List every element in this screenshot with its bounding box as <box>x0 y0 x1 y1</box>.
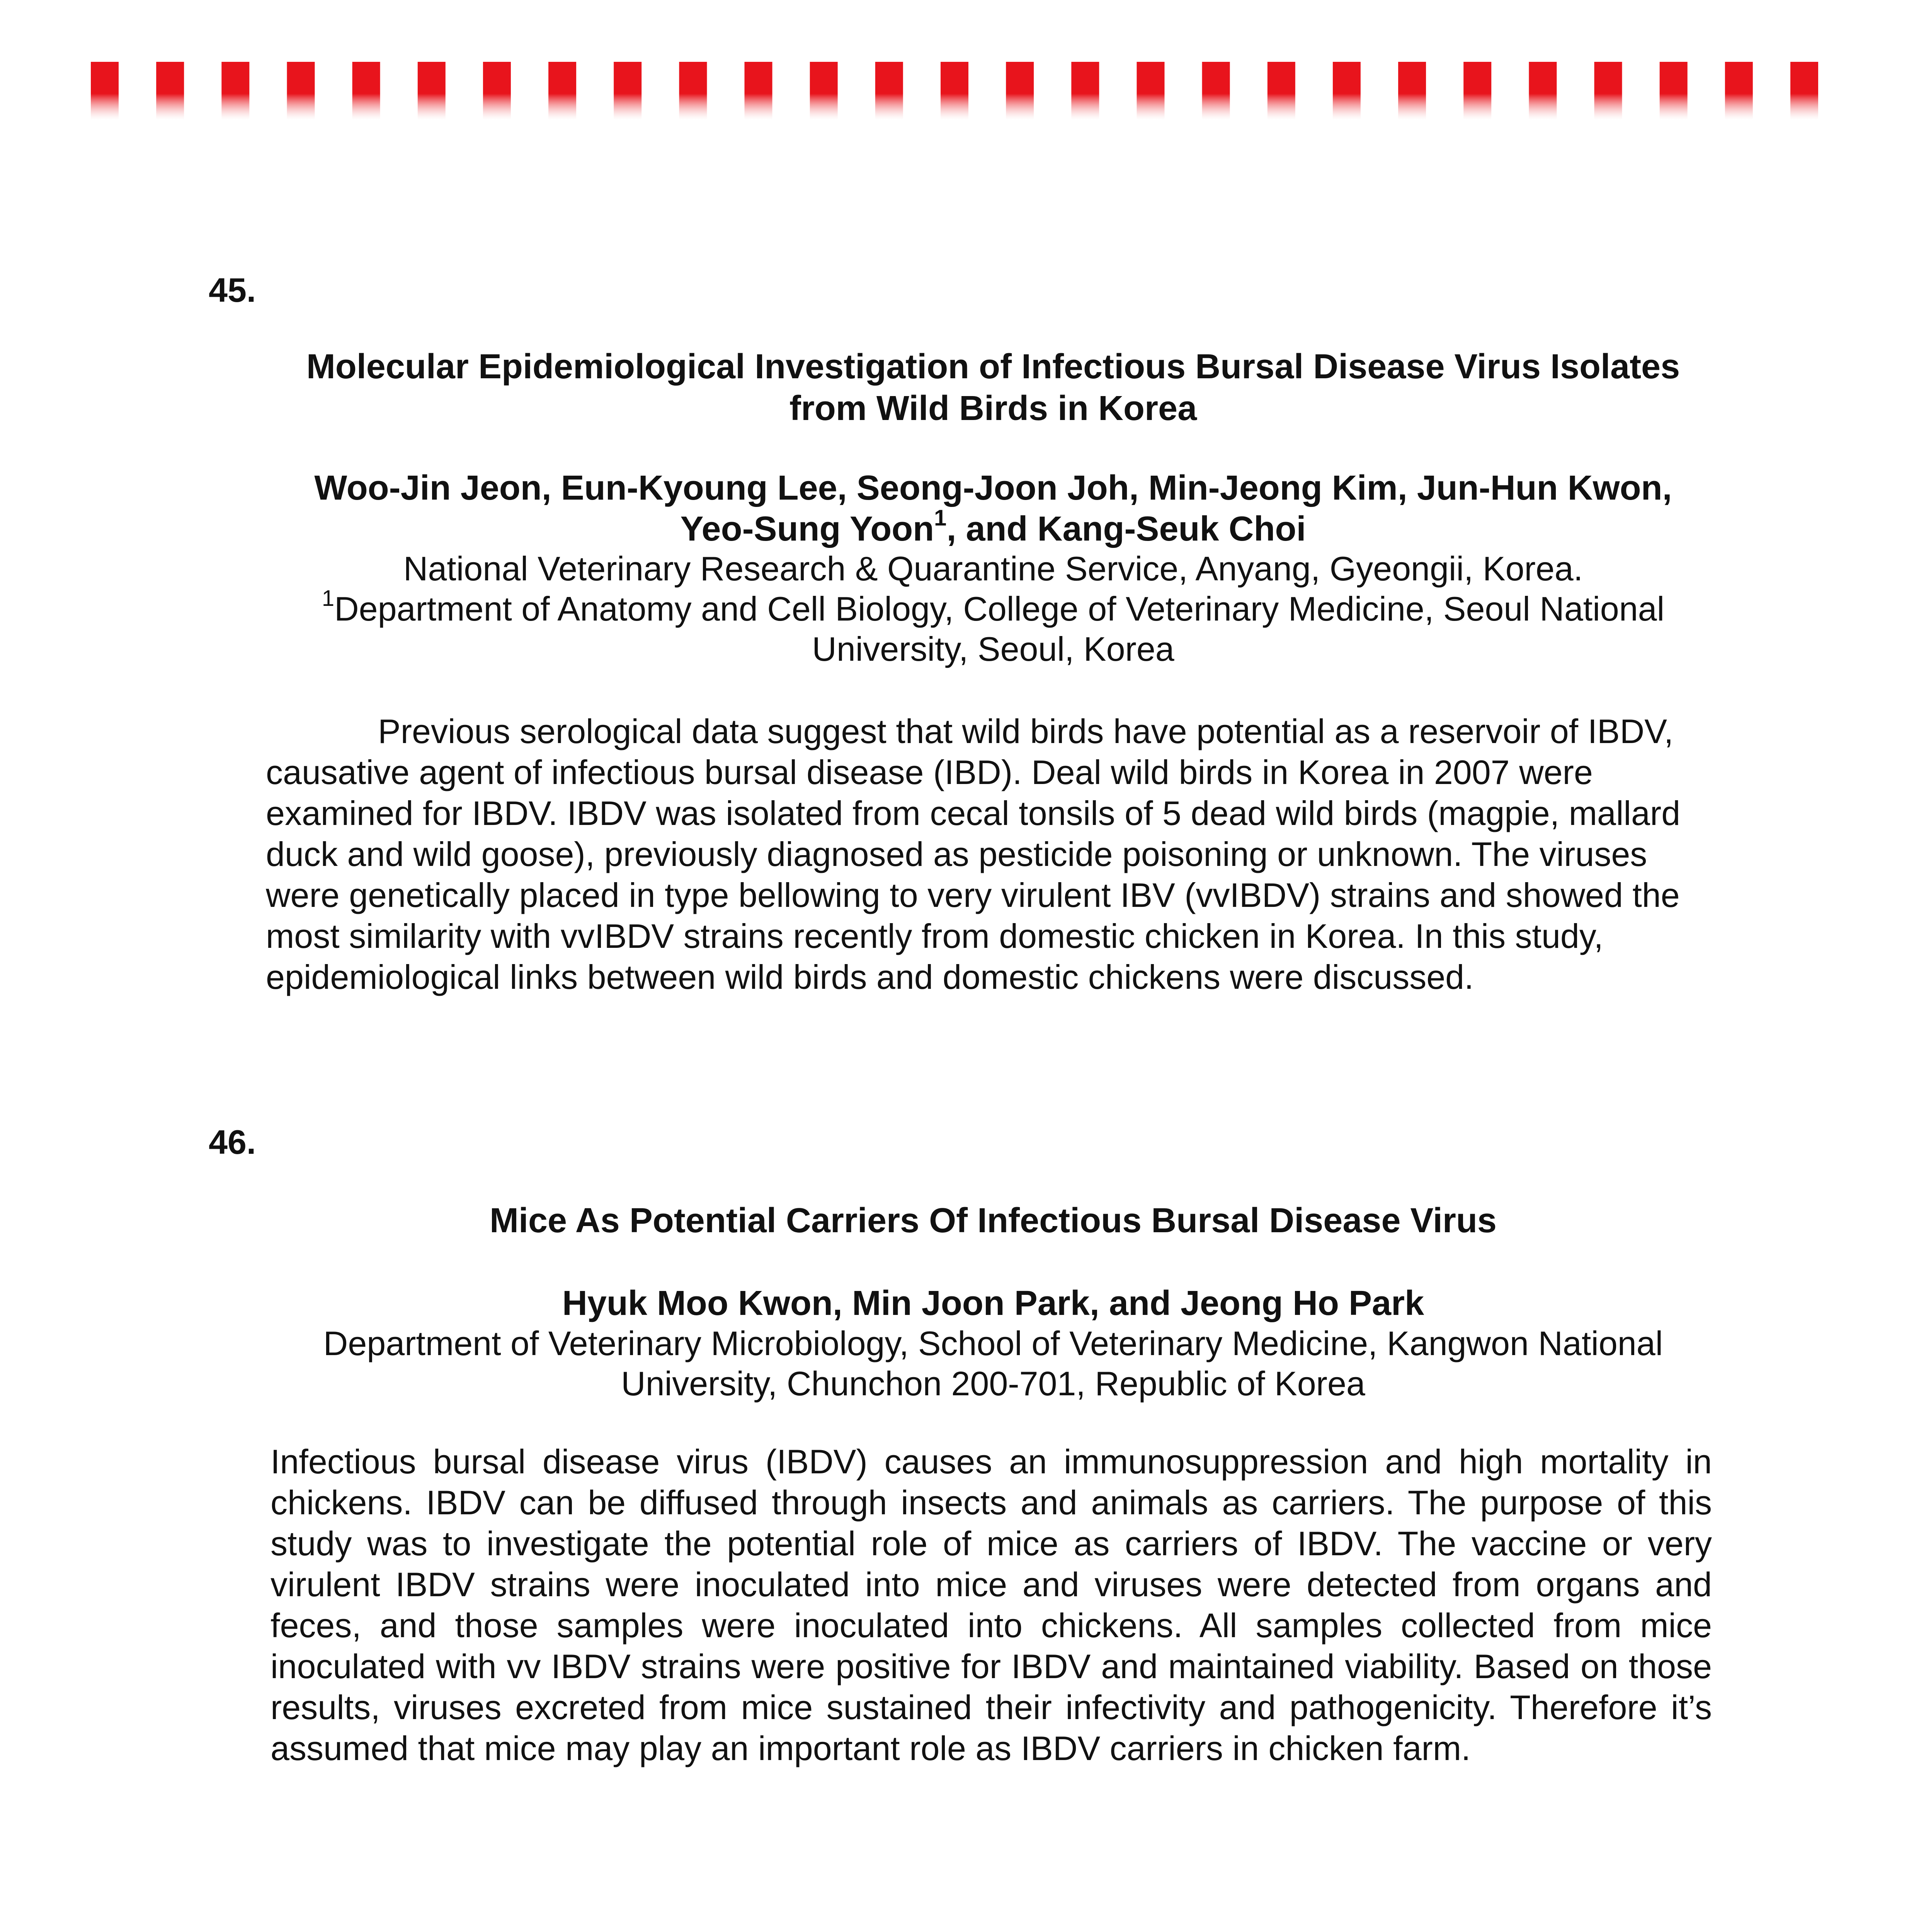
abstract-body: Infectious bursal disease virus (IBDV) causes an immunosuppression and high mortality in chickens. IBDV can be diffused through insects and animals as carriers. The purpose of this study was to investigate the potential role of mice as carriers of IBDV. The vaccine or very virulent IBDV strains were inoculated into mice and viruses were detected from organs and feces, and those samples were inoculated into chickens. All samples collected from mice inoculated with vv IBDV strains were positive for IBDV and maintained viability. Based on those results, viruses excreted from mice sustained their infectivity and pathogenicity. Therefore it’s assumed that mice may play an important role as IBDV carriers in chicken farm. <box>271 1442 1712 1767</box>
abstract-title <box>271 346 1716 429</box>
affiliation-line: $^1$Department of Anatomy and Cell Biology, College of Veterinary Medicine, Seoul National <box>322 585 1665 628</box>
author-list <box>271 468 1716 549</box>
red-square-shape <box>156 62 184 120</box>
red-square-shape <box>875 62 903 120</box>
red-square-shape <box>745 62 772 120</box>
red-square-shape <box>352 62 380 120</box>
affiliation-line: University, Chunchon 200-701, Republic of Korea <box>621 1364 1365 1403</box>
affiliation-line: Department of Veterinary Microbiology, School of Veterinary Medicine, Kangwon National <box>323 1324 1663 1362</box>
red-square-shape <box>810 62 838 120</box>
abstract-title-line: from Wild Birds in Korea <box>789 389 1197 428</box>
red-square-shape <box>1006 62 1034 120</box>
red-square-shape <box>614 62 641 120</box>
affiliation-line: National Veterinary Research & Quarantine Service, Anyang, Gyeongii, Korea. <box>403 549 1583 588</box>
red-square-shape <box>1790 62 1818 120</box>
red-square-shape <box>287 62 315 120</box>
red-square-shape <box>1725 62 1753 120</box>
author-line: Hyuk Moo Kwon, Min Joon Park, and Jeong Ho Park <box>562 1284 1424 1323</box>
abstract-title-line: Molecular Epidemiological Investigation of Infectious Bursal Disease Virus Isolates <box>306 347 1680 386</box>
red-square-shape <box>1071 62 1099 120</box>
red-square-shape <box>1268 62 1295 120</box>
red-square-shape <box>1398 62 1426 120</box>
affiliation-block <box>271 549 1716 669</box>
red-square-shape <box>941 62 968 120</box>
author-line: Yeo-Sung Yoon$^1$, and Kang-Seuk Choi <box>680 505 1306 548</box>
red-square-shape <box>1137 62 1165 120</box>
red-square-shape <box>221 62 249 120</box>
red-square-shape <box>1660 62 1688 120</box>
red-square-shape <box>1463 62 1491 120</box>
abstract-number: 45. <box>209 271 256 309</box>
abstract-title <box>271 1200 1716 1242</box>
red-squares-graphic <box>91 62 1818 120</box>
red-square-shape <box>418 62 446 120</box>
abstract-number: 46. <box>209 1123 256 1161</box>
affiliation-line: University, Seoul, Korea <box>812 630 1174 668</box>
decorative-red-band <box>91 62 1818 120</box>
red-square-shape <box>483 62 511 120</box>
red-square-shape <box>91 62 119 120</box>
author-list <box>271 1283 1716 1324</box>
red-square-shape <box>1202 62 1230 120</box>
abstract-title-line: Mice As Potential Carriers Of Infectious Bursal Disease Virus <box>490 1201 1497 1240</box>
affiliation-marker: 1 <box>322 585 335 611</box>
red-square-shape <box>1333 62 1361 120</box>
author-line: Woo-Jin Jeon, Eun-Kyoung Lee, Seong-Joon Joh, Min-Jeong Kim, Jun-Hun Kwon, <box>314 469 1672 507</box>
red-square-shape <box>1594 62 1622 120</box>
abstract-body: Previous serological data suggest that wild birds have potential as a reservoir of IBDV, causative agent of infectious bursal disease (IBD). Deal wild birds in Korea in 2007 were examined for IBDV. IBDV was isolated from cecal tonsils of 5 dead wild birds (magpie, mallard duck and wild goose), previously diagnosed as pesticide poisoning or unknown. The viruses were genetically placed in type bellowing to very virulent IBV (vvIBDV) strains and showed the most similarity with vvIBDV strains recently from domestic chicken in Korea. In this study, epidemiological links between wild birds and domestic chickens were discussed. <box>266 712 1681 996</box>
red-square-shape <box>548 62 576 120</box>
affiliation-block <box>271 1323 1716 1404</box>
affiliation-marker: 1 <box>934 505 947 531</box>
red-square-shape <box>1529 62 1557 120</box>
red-square-shape <box>679 62 707 120</box>
